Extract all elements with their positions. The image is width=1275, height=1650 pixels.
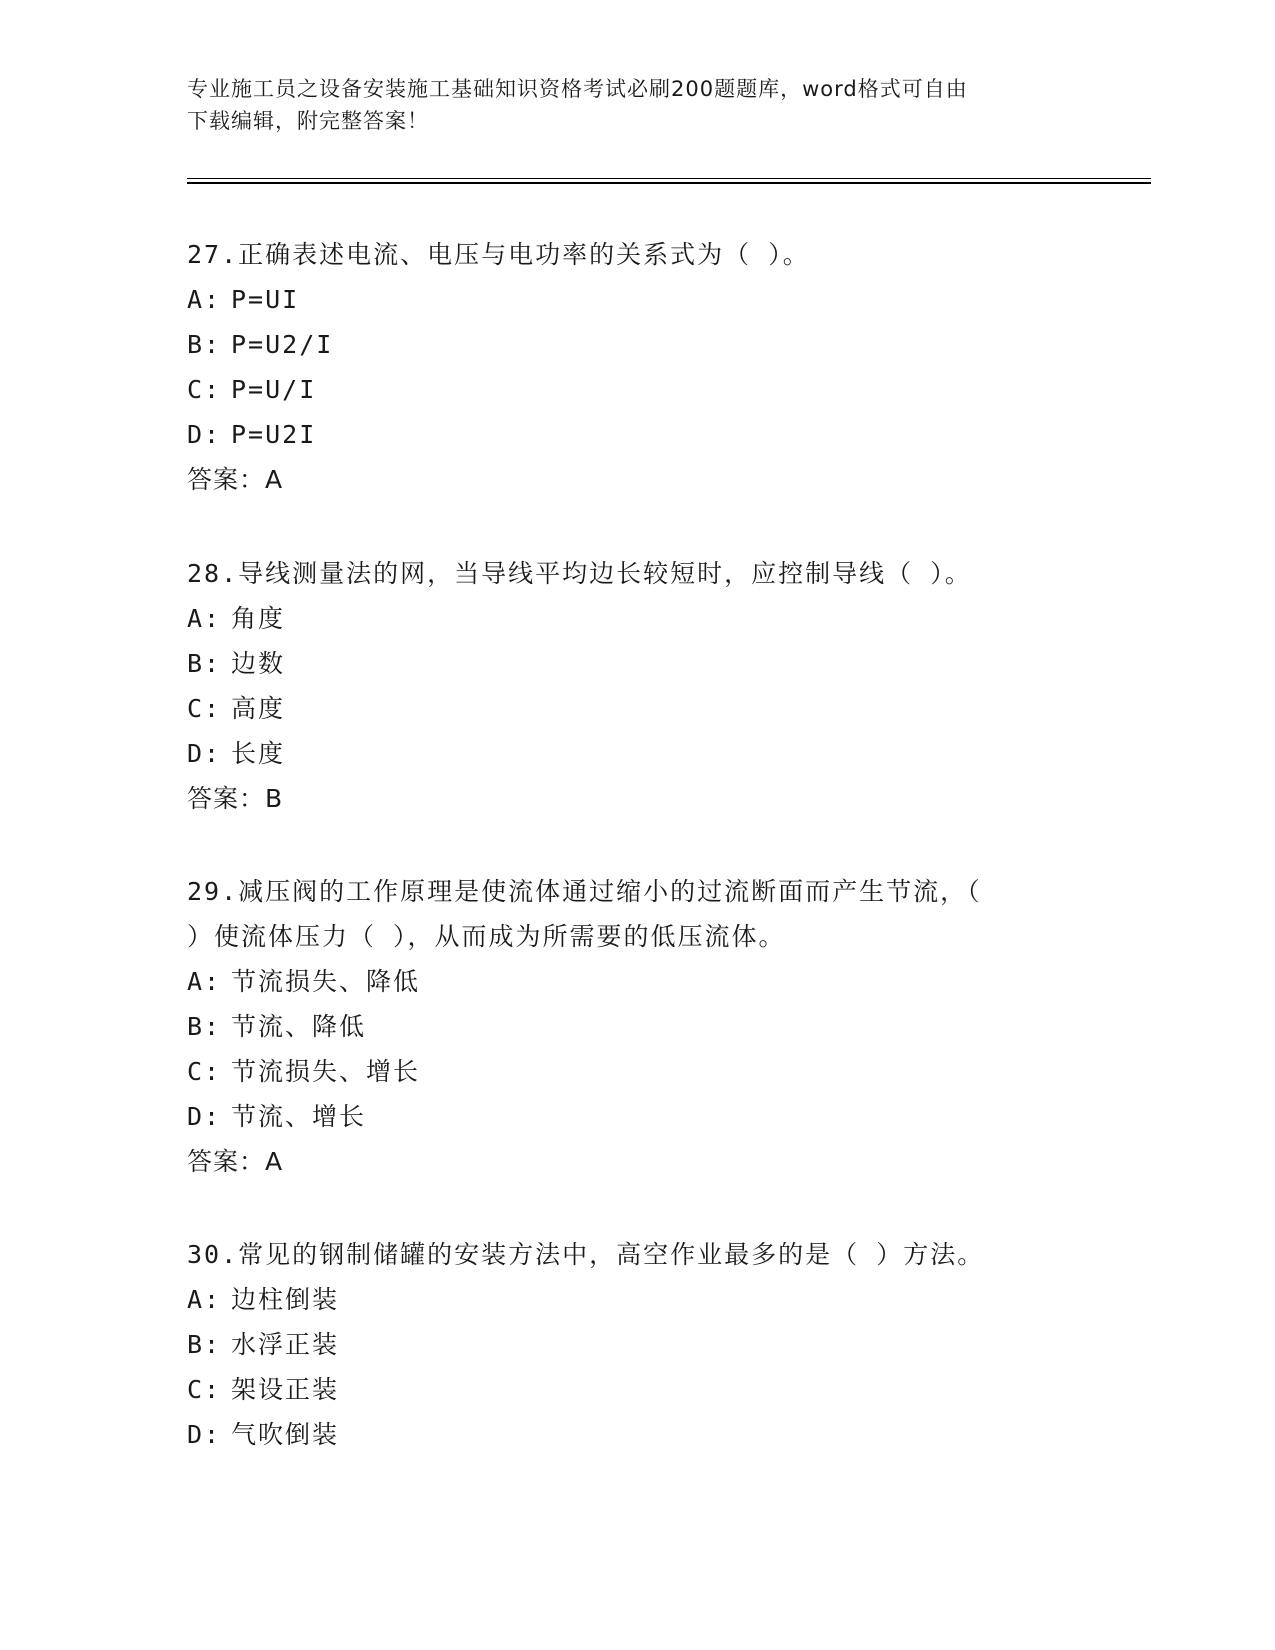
question-28	[187, 551, 1087, 821]
option-text: 水浮正装	[231, 1330, 340, 1359]
option-c	[187, 367, 1087, 412]
option-a	[187, 277, 1087, 322]
header-line-2: 下载编辑，附完整答案！	[187, 109, 429, 133]
option-letter: A:	[187, 1285, 222, 1314]
option-letter: D:	[187, 420, 222, 449]
option-text: P=U2/I	[231, 330, 334, 359]
header-divider-bottom	[187, 182, 1151, 184]
option-letter: C:	[187, 1375, 222, 1404]
answer-line: 答案：B	[187, 784, 284, 813]
option-text: P=UI	[231, 285, 300, 314]
option-letter: A:	[187, 604, 222, 633]
option-c	[187, 1049, 1087, 1094]
option-letter: D:	[187, 739, 222, 768]
question-29	[187, 869, 1087, 1184]
answer-line: 答案：A	[187, 1147, 284, 1176]
option-text: 节流、降低	[231, 1012, 367, 1041]
option-letter: C:	[187, 375, 222, 404]
option-letter: D:	[187, 1102, 222, 1131]
question-stem: 30.常见的钢制储罐的安装方法中，高空作业最多的是（ ）方法。	[187, 1240, 985, 1269]
option-text: P=U2I	[231, 420, 317, 449]
question-27	[187, 232, 1087, 502]
option-b	[187, 1004, 1087, 1049]
question-stem-line-2: ）使流体压力（ ），从而成为所需要的低压流体。	[187, 922, 786, 951]
option-text: P=U/I	[231, 375, 317, 404]
option-d	[187, 412, 1087, 457]
option-letter: C:	[187, 694, 222, 723]
option-text: 气吹倒装	[231, 1420, 340, 1449]
option-text: 高度	[231, 694, 286, 723]
answer-line: 答案：A	[187, 465, 284, 494]
option-b	[187, 641, 1087, 686]
option-letter: A:	[187, 285, 222, 314]
header-divider-top	[187, 178, 1151, 179]
option-text: 架设正装	[231, 1375, 340, 1404]
option-letter: B:	[187, 1012, 222, 1041]
option-b	[187, 322, 1087, 367]
option-text: 边数	[231, 649, 286, 678]
question-stem: 27.正确表述电流、电压与电功率的关系式为（ ）。	[187, 240, 810, 269]
option-letter: A:	[187, 967, 222, 996]
option-d	[187, 1412, 1087, 1457]
option-a	[187, 1277, 1087, 1322]
option-a	[187, 596, 1087, 641]
option-letter: B:	[187, 1330, 222, 1359]
question-30	[187, 1232, 1087, 1457]
option-text: 节流、增长	[231, 1102, 367, 1131]
option-letter: B:	[187, 649, 222, 678]
option-d	[187, 731, 1087, 776]
option-c	[187, 1367, 1087, 1412]
header-line-1: 专业施工员之设备安装施工基础知识资格考试必刷200题题库，word格式可自由	[187, 77, 968, 101]
option-text: 节流损失、降低	[231, 967, 421, 996]
option-c	[187, 686, 1087, 731]
option-text: 边柱倒装	[231, 1285, 340, 1314]
option-text: 节流损失、增长	[231, 1057, 421, 1086]
question-stem-line-1: 29.减压阀的工作原理是使流体通过缩小的过流断面而产生节流，（	[187, 877, 982, 906]
option-d	[187, 1094, 1087, 1139]
option-letter: D:	[187, 1420, 222, 1449]
option-letter: C:	[187, 1057, 222, 1086]
option-a	[187, 959, 1087, 1004]
option-text: 长度	[231, 739, 286, 768]
option-text: 角度	[231, 604, 286, 633]
document-header	[187, 73, 1087, 137]
question-stem: 28.导线测量法的网，当导线平均边长较短时，应控制导线（ ）。	[187, 559, 972, 588]
option-letter: B:	[187, 330, 222, 359]
option-b	[187, 1322, 1087, 1367]
